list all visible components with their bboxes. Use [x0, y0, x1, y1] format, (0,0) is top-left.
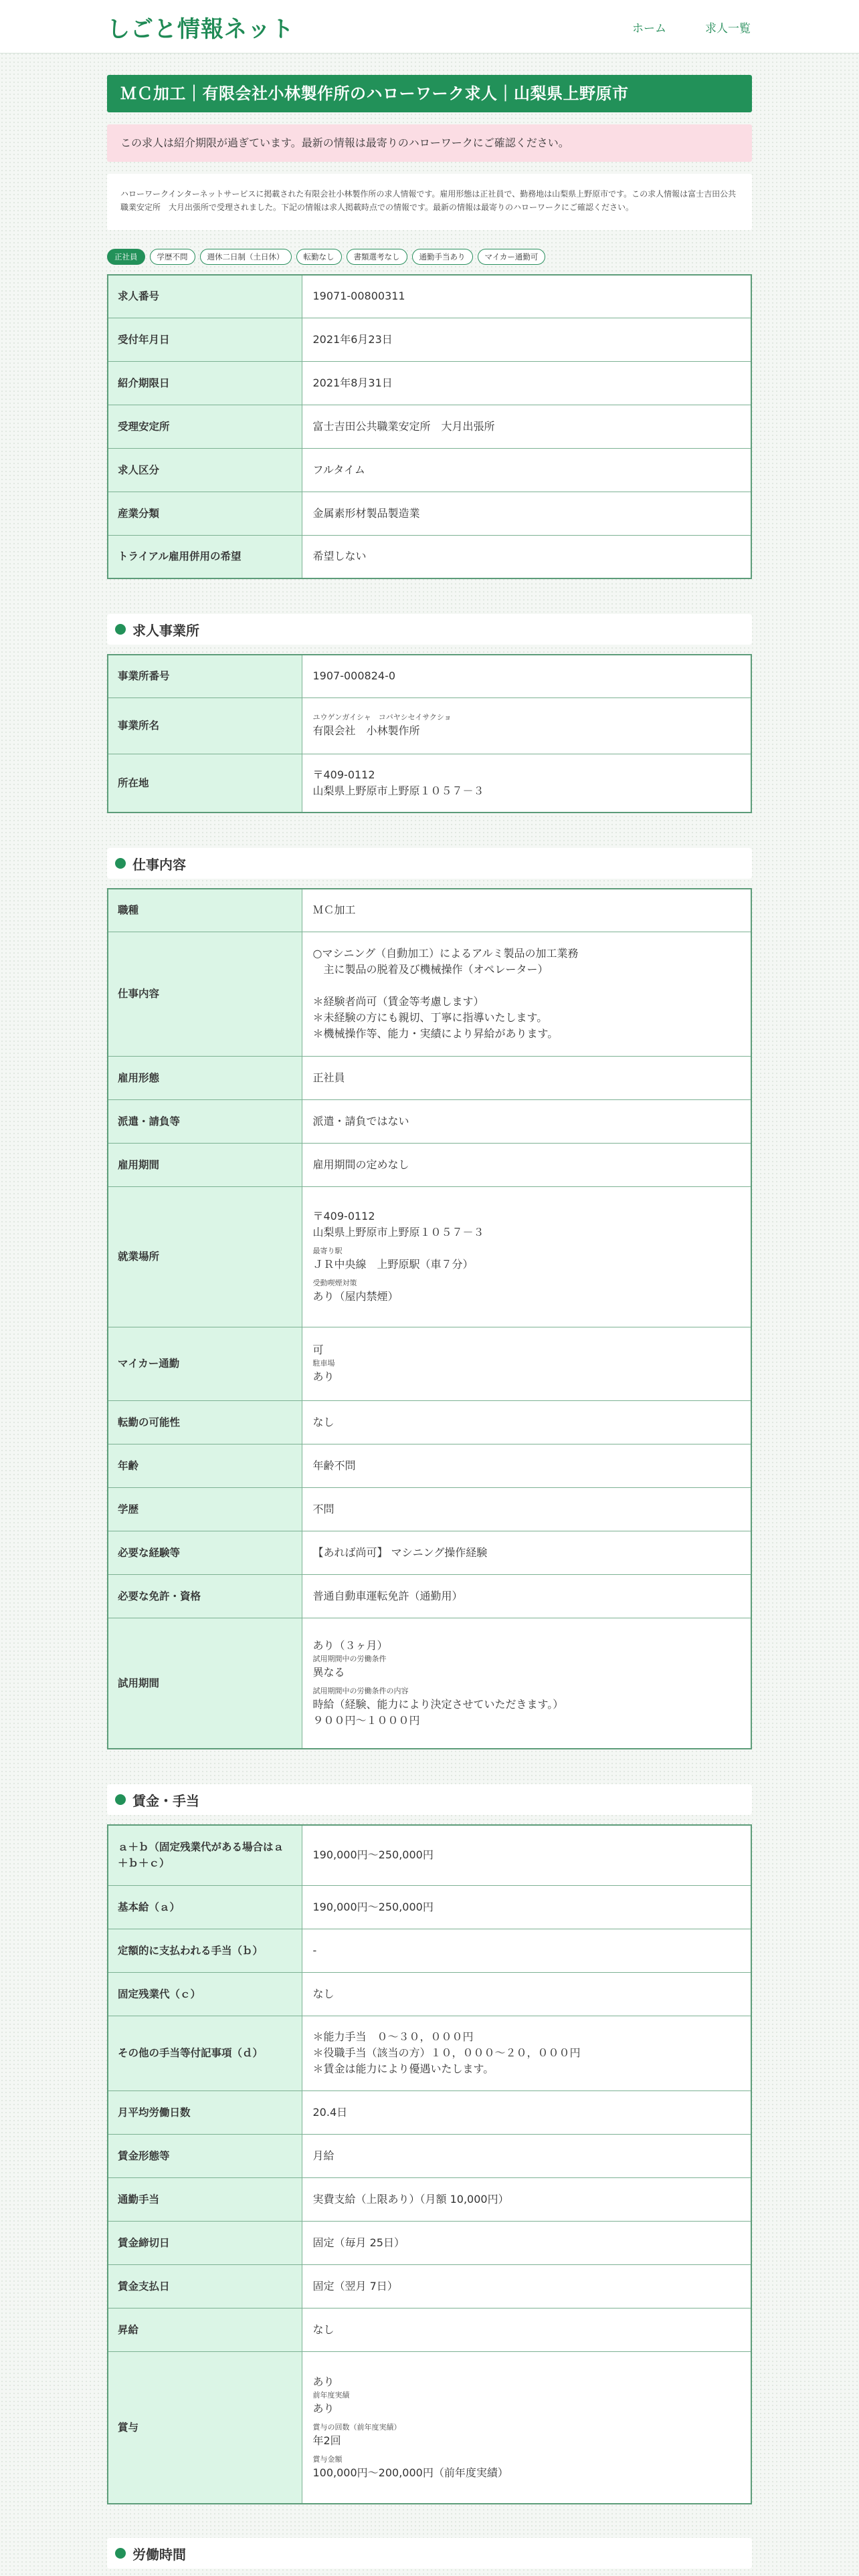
trial-employment-value: 希望しない [302, 535, 751, 578]
table-row [108, 405, 751, 448]
page-title: ＭＣ加工｜有限会社小林製作所のハローワーク求人｜山梨県上野原市 [107, 75, 752, 112]
car-commute-cell [302, 1327, 751, 1400]
job-table [107, 888, 752, 1749]
table-row [108, 2264, 751, 2308]
bonus-prev-caption: 前年度実績 [312, 2390, 350, 2399]
table-row [108, 2177, 751, 2221]
raise-value: なし [302, 2308, 751, 2351]
closing-day-value: 固定（毎月 25日） [302, 2221, 751, 2264]
table-row [108, 1099, 751, 1143]
section-title-job [107, 848, 752, 879]
nearest-station: ＪＲ中央線 上野原駅（車７分） [312, 1258, 474, 1271]
section-title-text: 求人事業所 [132, 622, 199, 639]
table-row [108, 1825, 751, 1885]
office-name-cell [302, 697, 751, 754]
table-row [108, 889, 751, 932]
office-name-value: 有限会社 小林製作所 [312, 724, 420, 737]
trial-period-value: あり（３ヶ月） [312, 1638, 388, 1652]
smoking-policy: あり（屋内禁煙） [312, 1290, 399, 1303]
nav-home-link[interactable]: ホーム [632, 21, 666, 35]
table-row [108, 1186, 751, 1327]
tag-no-document-screening: 書類選考なし [347, 249, 407, 265]
tag-no-transfer: 転勤なし [296, 249, 342, 265]
row-label: 受付年月日 [108, 318, 302, 361]
row-label: ａ＋ｂ（固定残業代がある場合はａ＋ｂ＋ｃ） [108, 1825, 302, 1885]
work-location-cell [302, 1186, 751, 1327]
table-row [108, 535, 751, 578]
section-title-hours [107, 2538, 752, 2569]
office-number-value: 1907-000824-0 [302, 655, 751, 697]
employment-period-value: 雇用期間の定めなし [302, 1143, 751, 1186]
tag-commute-allowance: 通勤手当あり [412, 249, 473, 265]
section-title-wage [107, 1784, 752, 1815]
table-row [108, 1531, 751, 1574]
tag-full-time: 正社員 [107, 249, 145, 265]
trial-condition-value: 異なる [312, 1665, 345, 1679]
tag-car-commute: マイカー通勤可 [478, 249, 546, 265]
table-row [108, 1400, 751, 1444]
wage-ab-value: 190,000円〜250,000円 [302, 1825, 751, 1885]
bonus-times-value: 年2回 [312, 2434, 341, 2447]
row-label: 求人番号 [108, 275, 302, 318]
trial-detail-value: 時給（経験、能力により決定させていただきます。） ９００円〜１０００円 [312, 1697, 564, 1727]
row-label: トライアル雇用併用の希望 [108, 535, 302, 578]
table-row [108, 1327, 751, 1400]
row-label: 通勤手当 [108, 2177, 302, 2221]
main-content [107, 53, 752, 2569]
bonus-cell [302, 2351, 751, 2504]
row-label: 所在地 [108, 754, 302, 813]
job-description-value: ○マシニング（自動加工）によるアルミ製品の加工業務 主に製品の脱着及び機械操作（オペレーター） ＊経験者尚可（賃金等考慮します） ＊未経験の方にも親切、丁寧に指導いたします。 ＊機械操作等、能力・実績により昇給があります。 [302, 932, 751, 1056]
other-allowance-value: ＊能力手当 ０〜３０，０００円 ＊役職手当（該当の方）１０，０００〜２０，０００円 ＊賃金は能力により優遇いたします。 [302, 2016, 751, 2090]
bullet-dot-icon [115, 624, 126, 635]
feature-tags [107, 249, 752, 266]
bonus-times-caption: 賞与の回数（前年度実績） [312, 2422, 401, 2432]
trial-detail-caption: 試用期間中の労働条件の内容 [312, 1686, 409, 1695]
table-row [108, 697, 751, 754]
section-title-office [107, 614, 752, 645]
office-name-kana: ユウゲンガイシャ コバヤシセイサクショ [312, 713, 452, 722]
transfer-value: なし [302, 1400, 751, 1444]
age-value: 年齢不問 [302, 1444, 751, 1487]
location-postal: 〒409-0112 [312, 1210, 375, 1222]
row-label: 賃金締切日 [108, 2221, 302, 2264]
row-label: 事業所番号 [108, 655, 302, 697]
row-label: 転勤の可能性 [108, 1400, 302, 1444]
tag-no-education-required: 学歴不問 [150, 249, 195, 265]
bullet-dot-icon [115, 2548, 126, 2559]
payday-value: 固定（翌月 7日） [302, 2264, 751, 2308]
experience-value: 【あれば尚可】 マシニング操作経験 [302, 1531, 751, 1574]
table-row [108, 448, 751, 492]
table-row [108, 1487, 751, 1531]
row-label: 派遣・請負等 [108, 1099, 302, 1143]
row-label: 必要な経験等 [108, 1531, 302, 1574]
table-row [108, 492, 751, 535]
row-label: 必要な免許・資格 [108, 1574, 302, 1618]
table-row [108, 655, 751, 697]
table-row [108, 2016, 751, 2090]
smoking-caption: 受動喫煙対策 [312, 1279, 357, 1287]
row-label: 学歴 [108, 1487, 302, 1531]
row-label: 賃金形態等 [108, 2134, 302, 2177]
bullet-dot-icon [115, 1794, 126, 1805]
station-caption: 最寄り駅 [312, 1247, 343, 1255]
trial-period-cell [302, 1618, 751, 1749]
row-label: 事業所名 [108, 697, 302, 754]
table-row [108, 1929, 751, 1972]
row-label: 定額的に支払われる手当（ｂ） [108, 1929, 302, 1972]
table-row [108, 1143, 751, 1186]
location-address: 山梨県上野原市上野原１０５７－３ [312, 1226, 484, 1239]
job-category-value: フルタイム [302, 448, 751, 492]
row-label: 固定残業代（ｃ） [108, 1972, 302, 2016]
work-days-value: 20.4日 [302, 2090, 751, 2134]
table-row [108, 1056, 751, 1099]
education-value: 不問 [302, 1487, 751, 1531]
parking-value: あり [312, 1370, 335, 1383]
received-date-value: 2021年6月23日 [302, 318, 751, 361]
site-header [0, 0, 859, 53]
site-logo[interactable]: しごと情報ネット [107, 15, 294, 43]
table-row [108, 1885, 751, 1929]
parking-caption: 駐車場 [312, 1359, 335, 1368]
row-label: 紹介期限日 [108, 361, 302, 405]
table-row [108, 1618, 751, 1749]
nav-job-list-link[interactable]: 求人一覧 [705, 21, 751, 35]
expired-alert: この求人は紹介期限が過ぎています。最新の情報は最寄りのハローワークにご確認ください。 [107, 124, 752, 162]
row-label: 受理安定所 [108, 405, 302, 448]
table-row [108, 932, 751, 1056]
row-label: 雇用形態 [108, 1056, 302, 1099]
table-row [108, 2090, 751, 2134]
bonus-amount-caption: 賞与金額 [312, 2454, 343, 2464]
table-row [108, 361, 751, 405]
row-label: 基本給（ａ） [108, 1885, 302, 1929]
table-row [108, 2308, 751, 2351]
row-label: 産業分類 [108, 492, 302, 535]
row-label: 就業場所 [108, 1186, 302, 1327]
row-label: 年齢 [108, 1444, 302, 1487]
car-commute-value: 可 [312, 1344, 324, 1356]
row-label: 昇給 [108, 2308, 302, 2351]
row-label: その他の手当等付記事項（ｄ） [108, 2016, 302, 2090]
industry-value: 金属素形材製品製造業 [302, 492, 751, 535]
row-label: 賃金支払日 [108, 2264, 302, 2308]
main-nav [632, 19, 751, 35]
table-row [108, 1972, 751, 2016]
employment-type-value: 正社員 [302, 1056, 751, 1099]
office-table [107, 654, 752, 813]
section-title-text: 仕事内容 [132, 856, 186, 873]
bullet-dot-icon [115, 858, 126, 869]
office-postal: 〒409-0112 [312, 768, 375, 781]
dispatch-value: 派遣・請負ではない [302, 1099, 751, 1143]
bonus-amount-value: 100,000円〜200,000円（前年度実績） [312, 2466, 508, 2479]
row-label: 試用期間 [108, 1618, 302, 1749]
bonus-prev-value: あり [312, 2401, 335, 2415]
row-label: 求人区分 [108, 448, 302, 492]
table-row [108, 318, 751, 361]
wage-form-value: 月給 [302, 2134, 751, 2177]
row-label: マイカー通勤 [108, 1327, 302, 1400]
wage-table [107, 1824, 752, 2504]
office-address: 山梨県上野原市上野原１０５７－３ [312, 784, 484, 797]
row-label: 賞与 [108, 2351, 302, 2504]
table-row [108, 1574, 751, 1618]
table-row [108, 754, 751, 813]
intro-text: ハローワークインターネットサービスに掲載された有限会社小林製作所の求人情報です。雇用形態は正社員で、勤務地は山梨県上野原市です。この求人情報は富士吉田公共職業安定所 大月出張所で受理されました。下記の情報は求人掲載時点での情報です。最新の情報は最寄りのハローワークにご確認ください。 [107, 174, 752, 230]
row-label: 仕事内容 [108, 932, 302, 1056]
fixed-overtime-value: なし [302, 1972, 751, 2016]
section-title-text: 賃金・手当 [132, 1792, 199, 1809]
commute-allowance-value: 実費支給（上限あり）（月額 10,000円） [302, 2177, 751, 2221]
license-value: 普通自動車運転免許（通勤用） [302, 1574, 751, 1618]
base-salary-value: 190,000円〜250,000円 [302, 1885, 751, 1929]
basic-info-table [107, 274, 752, 579]
table-row [108, 275, 751, 318]
office-address-cell [302, 754, 751, 813]
table-row [108, 2221, 751, 2264]
fixed-allowance-value: - [302, 1929, 751, 1972]
office-received-value: 富士吉田公共職業安定所 大月出張所 [302, 405, 751, 448]
job-number-value: 19071-00800311 [302, 275, 751, 318]
deadline-value: 2021年8月31日 [302, 361, 751, 405]
row-label: 月平均労働日数 [108, 2090, 302, 2134]
bonus-value: あり [312, 2375, 335, 2388]
row-label: 職種 [108, 889, 302, 932]
table-row [108, 1444, 751, 1487]
tag-weekends-off: 週休二日制（土日休） [200, 249, 292, 265]
table-row [108, 2134, 751, 2177]
occupation-value: ＭＣ加工 [302, 889, 751, 932]
section-title-text: 労働時間 [132, 2546, 186, 2563]
table-row [108, 2351, 751, 2504]
trial-condition-caption: 試用期間中の労働条件 [312, 1654, 387, 1663]
row-label: 雇用期間 [108, 1143, 302, 1186]
